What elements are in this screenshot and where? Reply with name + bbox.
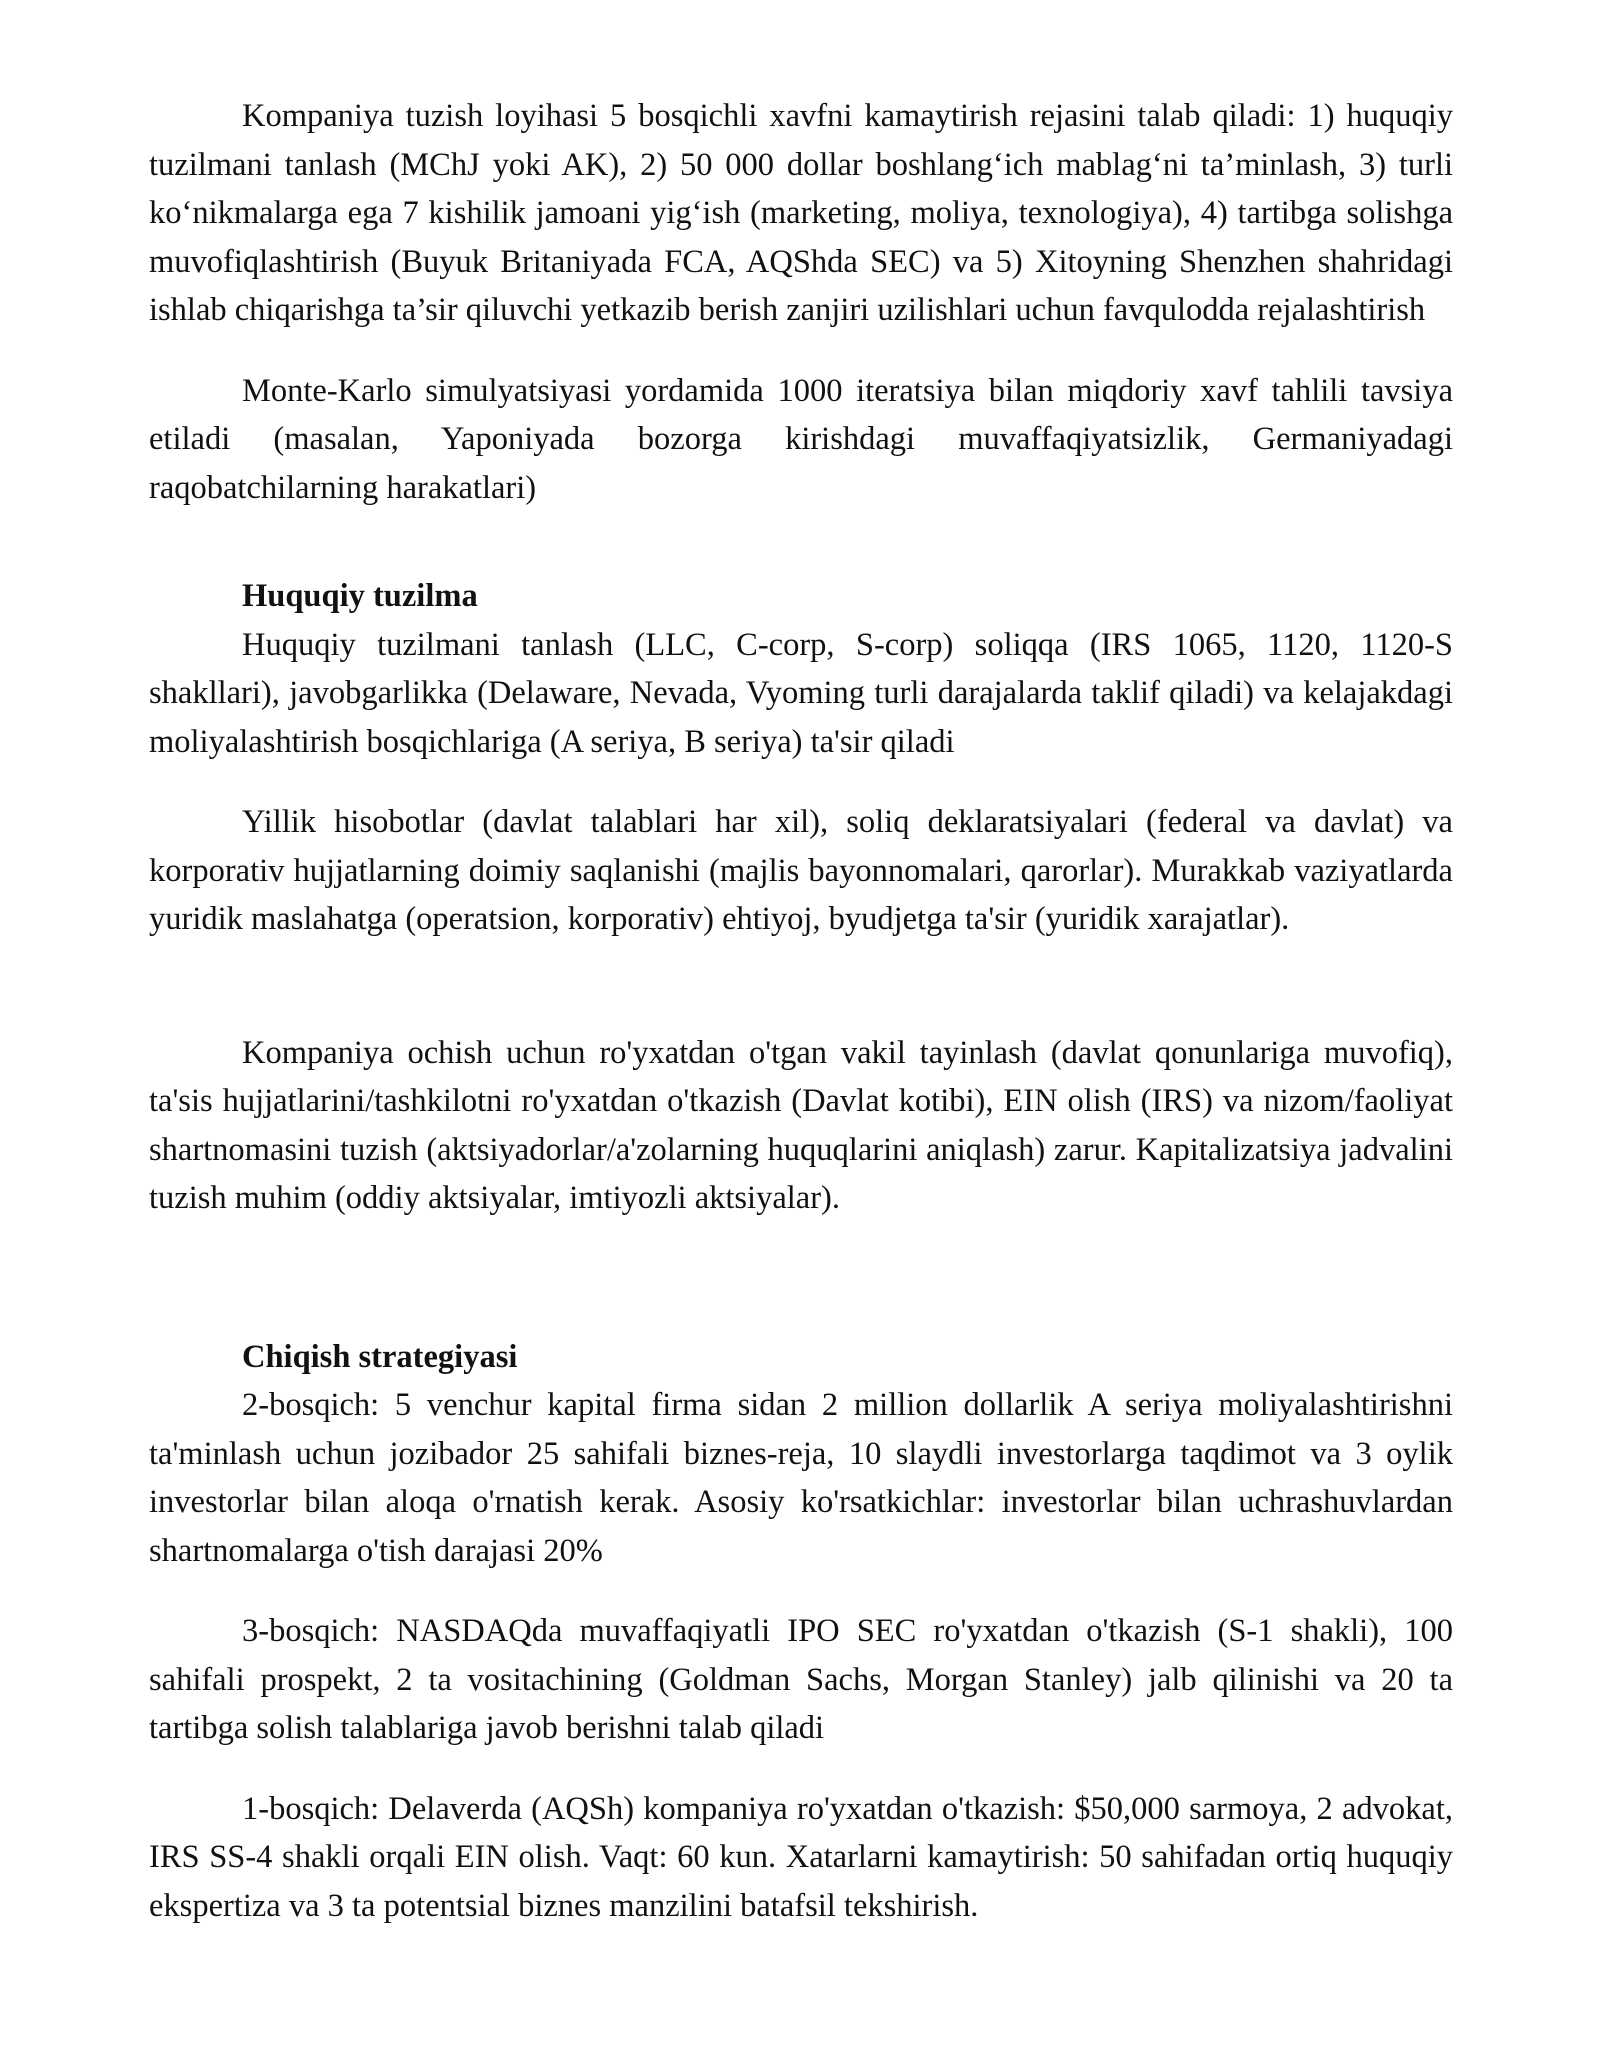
paragraph-annual-reports: Yillik hisobotlar (davlat talablari har xil), soliq deklaratsiyalari (federal va davlat) va korporativ hujjatlarning doimiy saqlanishi (majlis bayonnomalari, qarorlar). Murakkab vaziyatlarda yuridik maslahatga (operatsion, korporativ) ehtiyoj, byudjetga ta'sir (yuridik xarajatlar). [149, 804, 1453, 937]
paragraph-company-registration: Kompaniya ochish uchun ro'yxatdan o'tgan vakil tayinlash (davlat qonunlariga muvofiq), ta'sis hujjatlarini/tashkilotni ro'yxatdan o'tkazish (Davlat kotibi), EIN olish (IRS) va nizom/faoliyat shartnomasini tuzish (aktsiyadorlar/a'zolarning huquqlarini aniqlash) zarur. Kapitalizatsiya jadvalini tuzish muhim (oddiy aktsiyalar, imtiyozli aktsiyalar). [149, 1034, 1453, 1216]
section-heading-exit-strategy: Chiqish strategiyasi [242, 1338, 518, 1375]
intro-paragraph-monte-carlo: Monte-Karlo simulyatsiyasi yordamida 1000 iteratsiya bilan miqdoriy xavf tahlili tavsiya etiladi (masalan, Yaponiyada bozorga kirishdagi muvaffaqiyatsizlik, Germaniyadagi raqobatchilarning harakatlari) [149, 372, 1453, 506]
paragraph-stage-2: 2-bosqich: 5 venchur kapital firma sidan 2 million dollarlik A seriya moliyalashtirishni ta'minlash uchun jozibador 25 sahifali biznes-reja, 10 slaydli investorlarga taqdimot va 3 oylik investorlar bilan aloqa o'rnatish kerak. Asosiy ko'rsatkichlar: investorlar bilan uchrashuvlardan shartnomalarga o'tish darajasi 20% [149, 1387, 1453, 1569]
paragraph-stage-1: 1-bosqich: Delaverda (AQSh) kompaniya ro'yxatdan o'tkazish: $50,000 sarmoya, 2 advokat, IRS SS-4 shakli orqali EIN olish. Vaqt: 60 kun. Xatarlarni kamaytirish: 50 sahifadan ortiq huquqiy ekspertiza va 3 ta potentsial biznes manzilini batafsil tekshirish. [149, 1790, 1453, 1924]
section-heading-legal-structure: Huquqiy tuzilma [242, 578, 478, 614]
intro-paragraph-risk-plan: Kompaniya tuzish loyihasi 5 bosqichli xavfni kamaytirish rejasini talab qiladi: 1) huquqiy tuzilmani tanlash (MChJ yoki AK), 2) 50 000 dollar boshlang‘ich mablag‘ni ta’minlash, 3) turli ko‘nikmalarga ega 7 kishilik jamoani yig‘ish (marketing, moliya, texnologiya), 4) tartibga solishga muvofiqlashtirish (Buyuk Britaniyada FCA, AQShda SEC) va 5) Xitoyning Shenzhen shahridagi ishlab chiqarishga ta’sir qiluvchi yetkazib berish zanjiri uzilishlari uchun favqulodda rejalashtirish [149, 98, 1453, 328]
paragraph-stage-3: 3-bosqich: NASDAQda muvaffaqiyatli IPO SEC ro'yxatdan o'tkazish (S-1 shakli), 100 sahifali prospekt, 2 ta vositachining (Goldman Sachs, Morgan Stanley) jalb qilinishi va 20 ta tartibga solish talablariga javob berishni talab qiladi [149, 1613, 1453, 1746]
paragraph-legal-structure-choice: Huquqiy tuzilmani tanlash (LLC, C-corp, S-corp) soliqqa (IRS 1065, 1120, 1120-S shakllari), javobgarlikka (Delaware, Nevada, Vyoming turli darajalarda taklif qiladi) va kelajakdagi moliyalashtirish bosqichlariga (A seriya, B seriya) ta'sir qiladi [149, 626, 1453, 760]
document-body [149, 92, 1453, 1930]
